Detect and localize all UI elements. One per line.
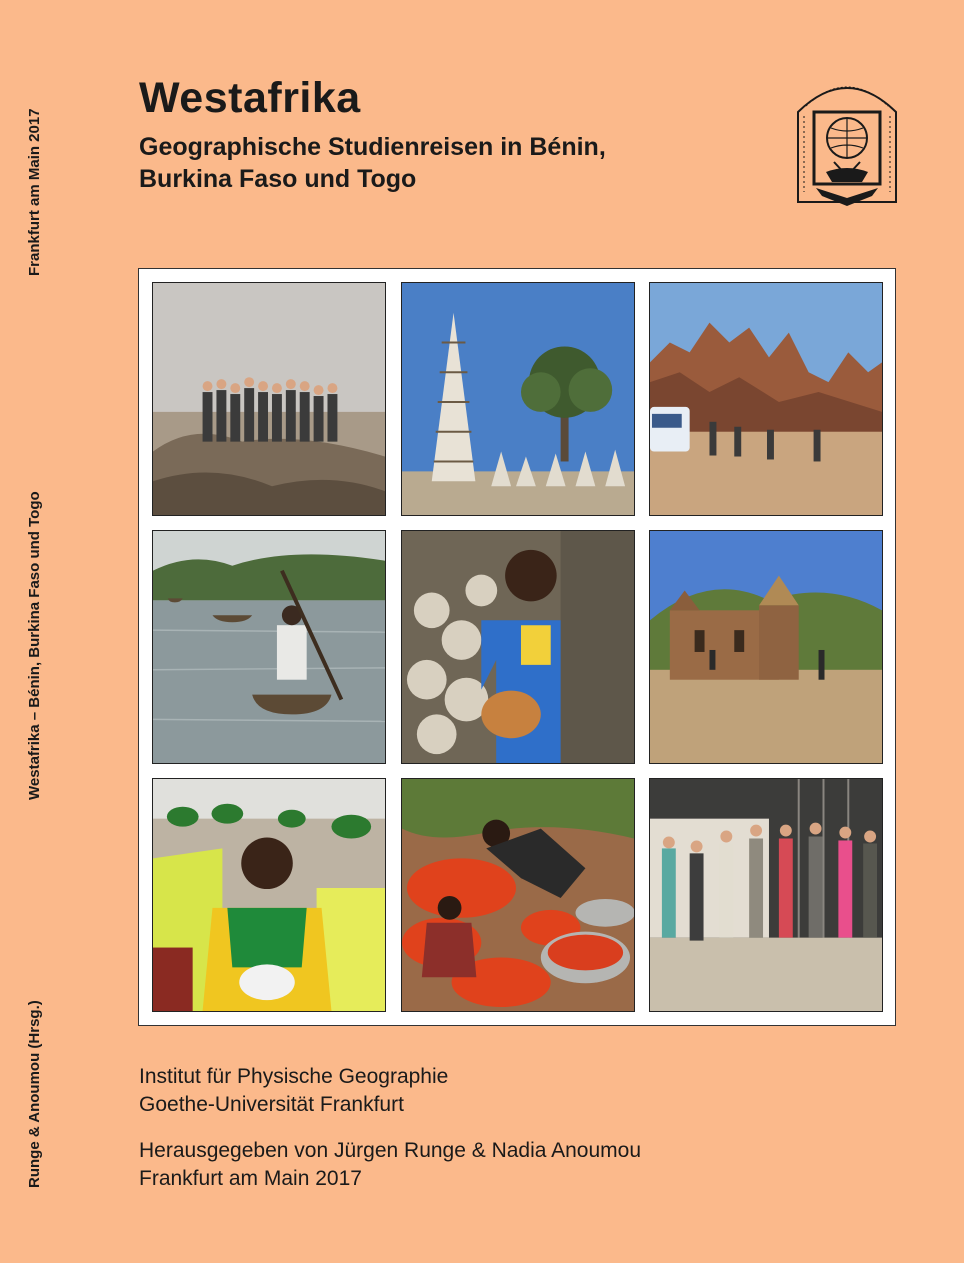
institution-block	[139, 1063, 448, 1119]
photo-tomato-market	[401, 778, 635, 1012]
photo-group-building	[649, 778, 883, 1012]
spine-editors: Runge & Anoumou (Hrsg.)	[26, 1000, 43, 1188]
publication-block	[139, 1137, 641, 1193]
photo-rock-formations	[649, 282, 883, 516]
photo-tata-village	[649, 530, 883, 764]
publication-place-year: Frankfurt am Main 2017	[139, 1167, 362, 1190]
photo-group-on-rocks	[152, 282, 386, 516]
spine-place-year: Frankfurt am Main 2017	[26, 108, 43, 276]
photo-mosque-baobab	[401, 282, 635, 516]
subtitle-line-2: Burkina Faso und Togo	[139, 165, 417, 193]
photo-pirogue-river	[152, 530, 386, 764]
photo-collage	[138, 268, 896, 1026]
photo-boy-market	[401, 530, 635, 764]
book-title: Westafrika	[139, 74, 361, 122]
spine	[0, 0, 70, 1263]
subtitle-line-1: Geographische Studienreisen in Bénin,	[139, 133, 606, 161]
editors-line: Herausgegeben von Jürgen Runge & Nadia Anoumou	[139, 1139, 642, 1162]
society-seal-logo	[786, 72, 908, 220]
book-subtitle	[139, 131, 606, 195]
university-name: Goethe-Universität Frankfurt	[139, 1093, 404, 1116]
spine-title: Westafrika – Bénin, Burkina Faso und Togo	[26, 491, 43, 800]
institute-name: Institut für Physische Geographie	[139, 1065, 449, 1088]
photo-bus-hardhats	[152, 778, 386, 1012]
